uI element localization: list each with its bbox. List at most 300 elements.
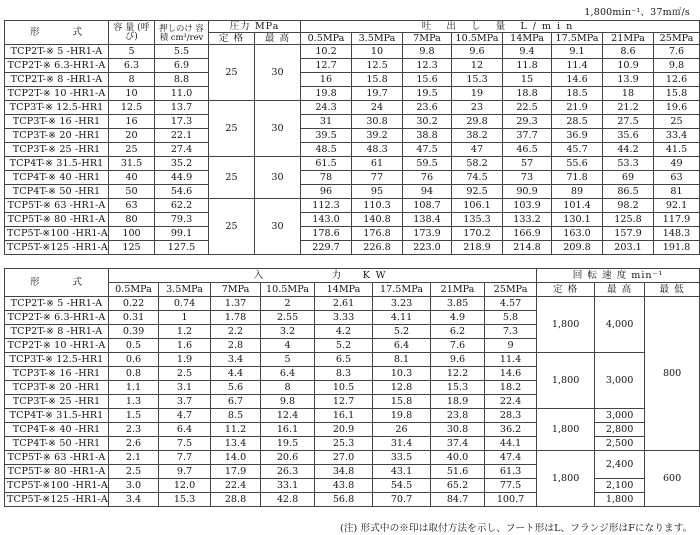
power-cell: 6.4 [261,367,315,381]
flow-cell: 61 [352,157,403,171]
power-cell: 2.5 [159,367,211,381]
power-cell: 22.4 [485,395,537,409]
displacement-cell: 99.1 [155,227,209,241]
flow-cell: 10 [352,45,403,59]
flow-cell: 12.6 [654,73,700,87]
max-speed-cell: 1,800 [595,493,645,507]
flow-cell: 15.6 [403,73,452,87]
power-cell: 5 [261,353,315,367]
flow-cell: 30.8 [352,115,403,129]
pressure-col: 10.5MPa [261,283,315,297]
power-cell: 28.8 [211,493,261,507]
power-cell: 6.7 [211,395,261,409]
max-speed-cell: 3,000 [595,409,645,423]
flow-cell: 148.3 [654,227,700,241]
power-cell: 100.7 [485,493,537,507]
operating-condition: 1,800min⁻¹、37m㎡/s [584,7,690,18]
power-cell: 15.3 [431,381,485,395]
rated-speed-cell: 1,800 [537,409,595,451]
table-row [5,101,700,115]
flow-cell: 209.8 [552,241,603,255]
model-cell: TCP2T-※ 6.3-HR1-A [5,311,109,325]
pressure-col: 21MPa [603,33,654,45]
model-cell: TCP5T-※100 -HR1-A [5,227,109,241]
pressure-col: 7MPa [211,283,261,297]
power-cell: 36.2 [485,423,537,437]
flow-cell: 30.2 [403,115,452,129]
model-cell: TCP5T-※125 -HR1-A [5,241,109,255]
table-row [5,73,700,87]
power-cell: 14.0 [211,451,261,465]
capacity-cell: 31.5 [109,157,155,171]
capacity-cell: 8 [109,73,155,87]
flow-cell: 9.6 [452,45,503,59]
displacement-cell: 27.4 [155,143,209,157]
flow-cell: 94 [403,185,452,199]
flow-cell: 10.2 [301,45,352,59]
header-model: 形 式 [5,21,109,45]
table-row [5,115,700,129]
table-row [5,409,700,423]
power-cell: 77.5 [485,479,537,493]
flow-cell: 226.8 [352,241,403,255]
flow-cell: 15.3 [452,73,503,87]
model-cell: TCP5T-※ 80 -HR1-A [5,465,109,479]
power-cell: 34.8 [315,465,373,479]
capacity-cell: 16 [109,115,155,129]
flow-cell: 108.7 [403,199,452,213]
flow-cell: 12 [452,59,503,73]
model-cell: TCP4T-※ 50 -HR1 [5,437,109,451]
power-cell: 3.33 [315,311,373,325]
power-cell: 33.5 [373,451,431,465]
flow-cell: 18 [603,87,654,101]
pressure-col: 0.5MPa [301,33,352,45]
flow-cell: 16 [301,73,352,87]
power-cell: 20.9 [315,423,373,437]
power-cell: 6.4 [159,423,211,437]
displacement-cell: 8.8 [155,73,209,87]
pressure-col: 25MPa [654,33,700,45]
power-cell: 28.3 [485,409,537,423]
header-rated: 定 格 [537,283,595,297]
power-cell: 30.8 [431,423,485,437]
power-cell: 7.6 [431,339,485,353]
flow-cell: 45.7 [552,143,603,157]
flow-cell: 21.2 [603,101,654,115]
power-cell: 22.4 [211,479,261,493]
power-cell: 25.3 [315,437,373,451]
flow-cell: 53.3 [603,157,654,171]
rated-pressure-cell: 25 [209,157,255,199]
flow-cell: 39.5 [301,129,352,143]
power-cell: 44.1 [485,437,537,451]
flow-cell: 130.1 [552,213,603,227]
capacity-cell: 10 [109,87,155,101]
flow-cell: 76 [403,171,452,185]
power-cell: 8.1 [373,353,431,367]
power-cell: 9.7 [159,465,211,479]
power-cell: 19.8 [373,409,431,423]
power-cell: 6.5 [315,353,373,367]
power-cell: 0.74 [159,297,211,311]
power-cell: 15.3 [159,493,211,507]
flow-cell: 21.9 [552,101,603,115]
flow-cell: 46.5 [503,143,552,157]
flow-cell: 19.8 [301,87,352,101]
displacement-cell: 6.9 [155,59,209,73]
flow-cell: 25 [654,115,700,129]
power-cell: 3.85 [431,297,485,311]
flow-cell: 173.9 [403,227,452,241]
flow-cell: 176.8 [352,227,403,241]
power-cell: 1.2 [159,325,211,339]
rated-speed-cell: 1,800 [537,353,595,409]
power-cell: 1.9 [159,353,211,367]
rated-speed-cell: 1,800 [537,451,595,507]
table-row [5,353,700,367]
power-cell: 12.2 [431,367,485,381]
model-cell: TCP5T-※ 80 -HR1-A [5,213,109,227]
header-min: 最 低 [645,283,700,297]
flow-cell: 11.4 [552,59,603,73]
flow-cell: 178.6 [301,227,352,241]
header-pressure: 圧力 MPa [209,21,301,33]
pressure-col: 7MPa [403,33,452,45]
flow-cell: 101.4 [552,199,603,213]
table-row [5,451,700,465]
displacement-cell: 22.1 [155,129,209,143]
displacement-cell: 5.5 [155,45,209,59]
model-cell: TCP3T-※ 12.5-HR1 [5,101,109,115]
power-cell: 51.6 [431,465,485,479]
power-cell: 1.37 [211,297,261,311]
power-cell: 26.3 [261,465,315,479]
flow-cell: 23 [452,101,503,115]
power-cell: 5.8 [485,311,537,325]
flow-cell: 140.8 [352,213,403,227]
power-cell: 0.39 [109,325,159,339]
power-cell: 1 [159,311,211,325]
model-cell: TCP3T-※ 25 -HR1 [5,143,109,157]
flow-cell: 11.8 [503,59,552,73]
flow-cell: 58.2 [452,157,503,171]
max-pressure-cell: 30 [255,101,301,157]
power-cell: 4.57 [485,297,537,311]
flow-cell: 170.2 [452,227,503,241]
flow-cell: 48.3 [352,143,403,157]
flow-cell: 191.8 [654,241,700,255]
model-cell: TCP5T-※125 -HR1-A [5,493,109,507]
capacity-cell: 5 [109,45,155,59]
power-cell: 2.6 [109,437,159,451]
power-cell: 0.31 [109,311,159,325]
model-cell: TCP4T-※ 31.5-HR1 [5,157,109,171]
flow-cell: 36.9 [552,129,603,143]
max-speed-cell: 2,500 [595,437,645,451]
power-cell: 3.7 [159,395,211,409]
rated-pressure-cell: 25 [209,101,255,157]
power-cell: 9 [485,339,537,353]
flow-cell: 19.7 [352,87,403,101]
header-displacement: 押しのけ 容 積 cm³/rev [155,21,209,45]
flow-cell: 29.3 [503,115,552,129]
flow-cell: 61.5 [301,157,352,171]
power-cell: 0.22 [109,297,159,311]
flow-cell: 13.9 [603,73,654,87]
power-cell: 6.4 [373,339,431,353]
power-table [4,268,700,507]
power-cell: 2.55 [261,311,315,325]
flow-cell: 29.8 [452,115,503,129]
power-cell: 3.0 [109,479,159,493]
power-cell: 2.3 [109,423,159,437]
table-row [5,45,700,59]
header-row-2 [5,283,700,297]
flow-cell: 7.6 [654,45,700,59]
max-speed-cell: 2,400 [595,451,645,479]
power-cell: 61.3 [485,465,537,479]
flow-cell: 223.0 [403,241,452,255]
flow-cell: 112.3 [301,199,352,213]
power-cell: 31.4 [373,437,431,451]
power-cell: 65.2 [431,479,485,493]
model-cell: TCP3T-※ 20 -HR1 [5,381,109,395]
displacement-cell: 62.2 [155,199,209,213]
displacement-cell: 13.7 [155,101,209,115]
table-row [5,437,700,451]
flow-cell: 89 [552,185,603,199]
flow-cell: 229.7 [301,241,352,255]
max-pressure-cell: 30 [255,157,301,199]
flow-cell: 138.4 [403,213,452,227]
flow-cell: 48.5 [301,143,352,157]
model-cell: TCP2T-※ 5 -HR1-A [5,297,109,311]
header-power: 入 力 KW [109,269,537,283]
power-cell: 8.5 [211,409,261,423]
power-cell: 8.3 [315,367,373,381]
power-cell: 56.8 [315,493,373,507]
power-cell: 4.11 [373,311,431,325]
model-cell: TCP3T-※ 12.5-HR1 [5,353,109,367]
power-cell: 5.6 [211,381,261,395]
pressure-col: 17.5MPa [373,283,431,297]
capacity-cell: 40 [109,171,155,185]
max-speed-cell: 3,000 [595,353,645,409]
flow-cell: 96 [301,185,352,199]
flow-cell: 92.1 [654,199,700,213]
power-cell: 1.3 [109,395,159,409]
flow-cell: 81 [654,185,700,199]
flow-cell: 33.4 [654,129,700,143]
power-cell: 20.6 [261,451,315,465]
model-cell: TCP3T-※ 16 -HR1 [5,115,109,129]
power-cell: 9.6 [431,353,485,367]
flow-cell: 98.2 [603,199,654,213]
flow-cell: 47 [452,143,503,157]
power-cell: 33.1 [261,479,315,493]
table-row [5,227,700,241]
power-cell: 1.78 [211,311,261,325]
flow-cell: 19.6 [654,101,700,115]
capacity-cell: 80 [109,213,155,227]
flow-cell: 103.9 [503,199,552,213]
flow-cell: 38.2 [452,129,503,143]
flow-cell: 23.6 [403,101,452,115]
flow-cell: 18.5 [552,87,603,101]
model-cell: TCP5T-※ 63 -HR1-A [5,199,109,213]
power-cell: 43.8 [315,479,373,493]
table-row [5,423,700,437]
model-cell: TCP4T-※ 31.5-HR1 [5,409,109,423]
flow-cell: 218.9 [452,241,503,255]
pressure-col: 14MPa [503,33,552,45]
table-row [5,59,700,73]
table-row [5,185,700,199]
flow-cell: 27.5 [603,115,654,129]
power-cell: 0.8 [109,367,159,381]
power-cell: 17.9 [211,465,261,479]
displacement-cell: 35.2 [155,157,209,171]
power-cell: 3.4 [211,353,261,367]
rated-speed-cell: 1,800 [537,297,595,353]
header-rated: 定 格 [209,33,255,45]
power-cell: 18.9 [431,395,485,409]
flow-cell: 24 [352,101,403,115]
flow-cell: 92.5 [452,185,503,199]
flow-cell: 24.3 [301,101,352,115]
power-cell: 8 [261,381,315,395]
capacity-cell: 12.5 [109,101,155,115]
table-row [5,129,700,143]
flow-cell: 35.6 [603,129,654,143]
power-cell: 10.5 [315,381,373,395]
power-cell: 26 [373,423,431,437]
flow-cell: 15.8 [352,73,403,87]
max-speed-cell: 4,000 [595,297,645,353]
power-cell: 6.2 [431,325,485,339]
power-cell: 12.0 [159,479,211,493]
flow-cell: 59.5 [403,157,452,171]
model-cell: TCP3T-※ 20 -HR1 [5,129,109,143]
flow-cell: 135.3 [452,213,503,227]
model-cell: TCP3T-※ 16 -HR1 [5,367,109,381]
flow-cell: 49 [654,157,700,171]
power-cell: 7.5 [159,437,211,451]
power-cell: 16.1 [261,423,315,437]
table-row [5,493,700,507]
flow-cell: 214.8 [503,241,552,255]
capacity-cell: 125 [109,241,155,255]
power-cell: 5.2 [315,339,373,353]
table-row [5,241,700,255]
flow-cell: 19 [452,87,503,101]
flow-cell: 110.3 [352,199,403,213]
pressure-col: 0.5MPa [109,283,159,297]
flow-cell: 71.8 [552,171,603,185]
flow-cell: 117.9 [654,213,700,227]
model-cell: TCP4T-※ 40 -HR1 [5,423,109,437]
header-discharge: 吐 出 し 量 L/min [301,21,700,33]
flow-cell: 69 [603,171,654,185]
pressure-col: 3.5MPa [352,33,403,45]
power-cell: 12.8 [373,381,431,395]
flow-cell: 77 [352,171,403,185]
power-cell: 42.8 [261,493,315,507]
max-pressure-cell: 30 [255,199,301,255]
displacement-cell: 11.0 [155,87,209,101]
capacity-cell: 25 [109,143,155,157]
power-cell: 27.0 [315,451,373,465]
power-cell: 47.4 [485,451,537,465]
rated-pressure-cell: 25 [209,45,255,101]
flow-cell: 12.7 [301,59,352,73]
model-cell: TCP2T-※ 10 -HR1-A [5,339,109,353]
flow-cell: 166.9 [503,227,552,241]
flow-cell: 12.5 [352,59,403,73]
power-cell: 3.4 [109,493,159,507]
power-cell: 11.2 [211,423,261,437]
flow-cell: 31 [301,115,352,129]
table-row [5,213,700,227]
flow-cell: 63 [654,171,700,185]
capacity-cell: 6.3 [109,59,155,73]
power-cell: 4.4 [211,367,261,381]
max-speed-cell: 2,800 [595,423,645,437]
model-cell: TCP3T-※ 25 -HR1 [5,395,109,409]
power-cell: 1.1 [109,381,159,395]
power-cell: 18.2 [485,381,537,395]
table-row [5,199,700,213]
model-cell: TCP2T-※ 5 -HR1-A [5,45,109,59]
footnote: (注) 形式中の※印は取付方法を示し、フート形はL、フランジ形はFになります。 [340,523,693,534]
power-cell: 2.8 [211,339,261,353]
flow-cell: 78 [301,171,352,185]
header-capacity: 容 量 (呼び) [109,21,155,45]
power-cell: 37.4 [431,437,485,451]
displacement-cell: 54.6 [155,185,209,199]
power-cell: 14.6 [485,367,537,381]
flow-cell: 39.2 [352,129,403,143]
header-speed: 回 転 速 度 min⁻¹ [537,269,700,283]
min-speed-cell: 600 [645,451,700,507]
power-cell: 0.5 [109,339,159,353]
flow-cell: 41.5 [654,143,700,157]
discharge-table [4,20,700,255]
power-cell: 1.5 [109,409,159,423]
pressure-col: 25MPa [485,283,537,297]
table-row [5,87,700,101]
power-cell: 3.1 [159,381,211,395]
power-cell: 4.2 [315,325,373,339]
flow-cell: 15.8 [654,87,700,101]
flow-cell: 133.2 [503,213,552,227]
table-row [5,479,700,493]
power-cell: 1.6 [159,339,211,353]
capacity-cell: 100 [109,227,155,241]
power-cell: 12.4 [261,409,315,423]
rated-pressure-cell: 25 [209,199,255,255]
header-row-1 [5,21,700,33]
min-speed-cell: 800 [645,297,700,451]
flow-cell: 86.5 [603,185,654,199]
header-row-1 [5,269,700,283]
power-cell: 9.8 [261,395,315,409]
model-cell: TCP4T-※ 50 -HR1 [5,185,109,199]
power-cell: 23.8 [431,409,485,423]
power-cell: 2.5 [109,465,159,479]
displacement-cell: 44.9 [155,171,209,185]
